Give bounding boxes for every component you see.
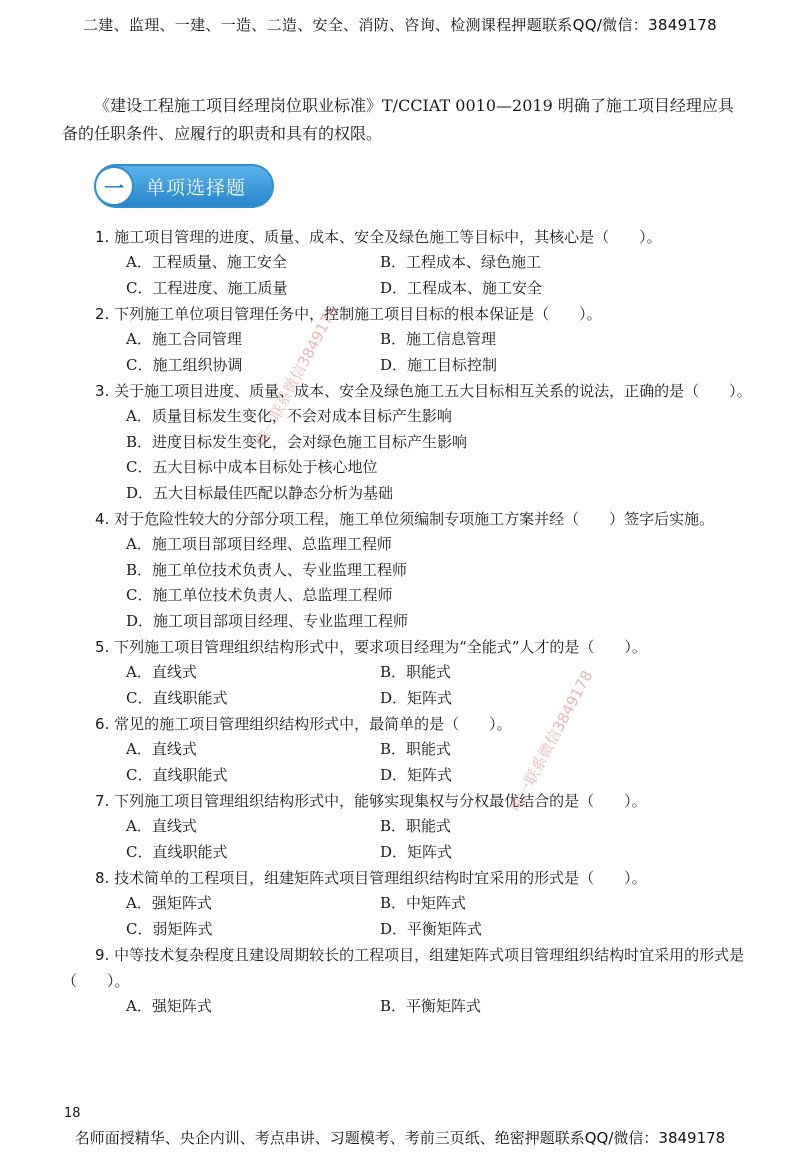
- question-text: 下列施工项目管理组织结构形式中，能够实现集权与分权最优结合的是（ ）。: [114, 792, 647, 810]
- question-number: 4.: [95, 510, 110, 528]
- question-item: [62, 301, 752, 378]
- option-list: [62, 891, 752, 942]
- question-text: 技术简单的工程项目，组建矩阵式项目管理组织结构时宜采用的形式是（ ）。: [114, 869, 647, 887]
- option-list: [62, 737, 752, 788]
- page-header-banner: 二建、监理、一建、一造、二造、安全、消防、咨询、检测课程押题联系QQ/微信：3849178: [83, 16, 717, 34]
- question-stem: [62, 865, 752, 891]
- answer-option: B．职能式: [380, 663, 452, 681]
- question-item: [62, 634, 752, 711]
- question-item: [62, 506, 752, 634]
- answer-option: B．职能式: [380, 740, 452, 758]
- question-text: 下列施工单位项目管理任务中，控制施工项目目标的根本保证是（ ）。: [114, 305, 602, 323]
- answer-option: D．平衡矩阵式: [380, 919, 483, 938]
- answer-option: C．直线职能式: [126, 842, 228, 861]
- answer-option: D．矩阵式: [380, 842, 453, 861]
- section-heading-badge: [94, 164, 274, 208]
- option-list: [62, 660, 752, 711]
- question-text: 对于危险性较大的分部分项工程，施工单位须编制专项施工方案并经（ ）签字后实施。: [114, 510, 715, 528]
- answer-option: A．强矩阵式: [126, 997, 212, 1015]
- answer-option: B．职能式: [380, 817, 452, 835]
- section-title: 单项选择题: [146, 176, 247, 199]
- question-stem: [62, 942, 752, 994]
- question-number: 7.: [95, 792, 110, 810]
- question-list: [62, 224, 752, 1020]
- answer-option: D．矩阵式: [380, 688, 453, 707]
- answer-option: C．弱矩阵式: [126, 919, 213, 938]
- answer-option: A．质量目标发生变化，不会对成本目标产生影响: [126, 407, 452, 425]
- answer-option: B．中矩阵式: [380, 894, 467, 912]
- answer-option: B．工程成本、绿色施工: [380, 253, 542, 271]
- watermark-text: 唯一联系微信3849178: [506, 667, 597, 815]
- option-list: [62, 404, 752, 506]
- answer-option: B．平衡矩阵式: [380, 997, 482, 1015]
- answer-option: A．直线式: [126, 817, 197, 835]
- question-text: 下列施工项目管理组织结构形式中，要求项目经理为“全能式”人才的是（ ）。: [114, 638, 647, 656]
- option-list: [62, 250, 752, 301]
- question-item: [62, 224, 752, 301]
- answer-option: C．施工单位技术负责人、总监理工程师: [126, 586, 393, 604]
- answer-option: A．直线式: [126, 663, 197, 681]
- answer-option: D．五大目标最佳匹配以静态分析为基础: [126, 483, 394, 502]
- answer-option: D．施工项目部项目经理、专业监理工程师: [126, 611, 409, 630]
- question-item: [62, 711, 752, 788]
- answer-option: D．工程成本、施工安全: [380, 278, 543, 297]
- question-stem: [62, 378, 752, 404]
- option-list: [62, 532, 752, 634]
- question-number: 9.: [95, 946, 110, 964]
- question-stem: [62, 788, 752, 814]
- question-item: [62, 942, 752, 1020]
- page-number: 18: [64, 1106, 81, 1121]
- option-list: [62, 814, 752, 865]
- answer-option: A．直线式: [126, 740, 197, 758]
- answer-option: B．施工单位技术负责人、专业监理工程师: [126, 560, 408, 579]
- answer-option: C．直线职能式: [126, 765, 228, 784]
- answer-option: A．施工项目部项目经理、总监理工程师: [126, 535, 392, 553]
- answer-option: B．施工信息管理: [380, 330, 497, 348]
- answer-option: A．工程质量、施工安全: [126, 253, 287, 271]
- question-item: [62, 378, 752, 506]
- answer-option: C．五大目标中成本目标处于核心地位: [126, 458, 378, 476]
- question-number: 1.: [95, 228, 110, 246]
- question-number: 6.: [95, 715, 110, 733]
- question-item: [62, 788, 752, 865]
- question-number: 5.: [95, 638, 110, 656]
- page-footer-banner: 名师面授精华、央企内训、考点串讲、习题模考、考前三页纸、绝密押题联系QQ/微信：3849178: [74, 1129, 726, 1147]
- question-number: 8.: [95, 869, 110, 887]
- question-stem: [62, 301, 752, 327]
- question-item: [62, 865, 752, 942]
- section-number: 一: [94, 166, 134, 206]
- question-stem: [62, 634, 752, 660]
- answer-option: C．工程进度、施工质量: [126, 278, 288, 297]
- option-list: [62, 327, 752, 378]
- answer-option: B．进度目标发生变化，会对绿色施工目标产生影响: [126, 432, 468, 451]
- question-stem: [62, 506, 752, 532]
- answer-option: A．强矩阵式: [126, 894, 212, 912]
- question-text: 关于施工项目进度、质量、成本、安全及绿色施工五大目标相互关系的说法，正确的是（ ）。: [114, 382, 752, 400]
- watermark-text: 唯一联系微信3849178: [251, 302, 342, 450]
- answer-option: C．直线职能式: [126, 688, 228, 707]
- question-text: 施工项目管理的进度、质量、成本、安全及绿色施工等目标中，其核心是（ ）。: [114, 228, 662, 246]
- question-text: 中等技术复杂程度且建设周期较长的工程项目，组建矩阵式项目管理组织结构时宜采用的形式是（ ）。: [62, 946, 745, 990]
- question-number: 2.: [95, 305, 110, 323]
- intro-paragraph: 《建设工程施工项目经理岗位职业标准》T/CCIAT 0010—2019 明确了施工项目经理应具备的任职条件、应履行的职责和具有的权限。: [62, 96, 734, 143]
- answer-option: A．施工合同管理: [126, 330, 242, 348]
- question-stem: [62, 711, 752, 737]
- question-stem: [62, 224, 752, 250]
- answer-option: D．施工目标控制: [380, 355, 498, 374]
- question-text: 常见的施工项目管理组织结构形式中，最简单的是（ ）。: [114, 715, 512, 733]
- answer-option: C．施工组织协调: [126, 355, 243, 374]
- option-list: [62, 994, 752, 1020]
- question-number: 3.: [95, 382, 110, 400]
- answer-option: D．矩阵式: [380, 765, 453, 784]
